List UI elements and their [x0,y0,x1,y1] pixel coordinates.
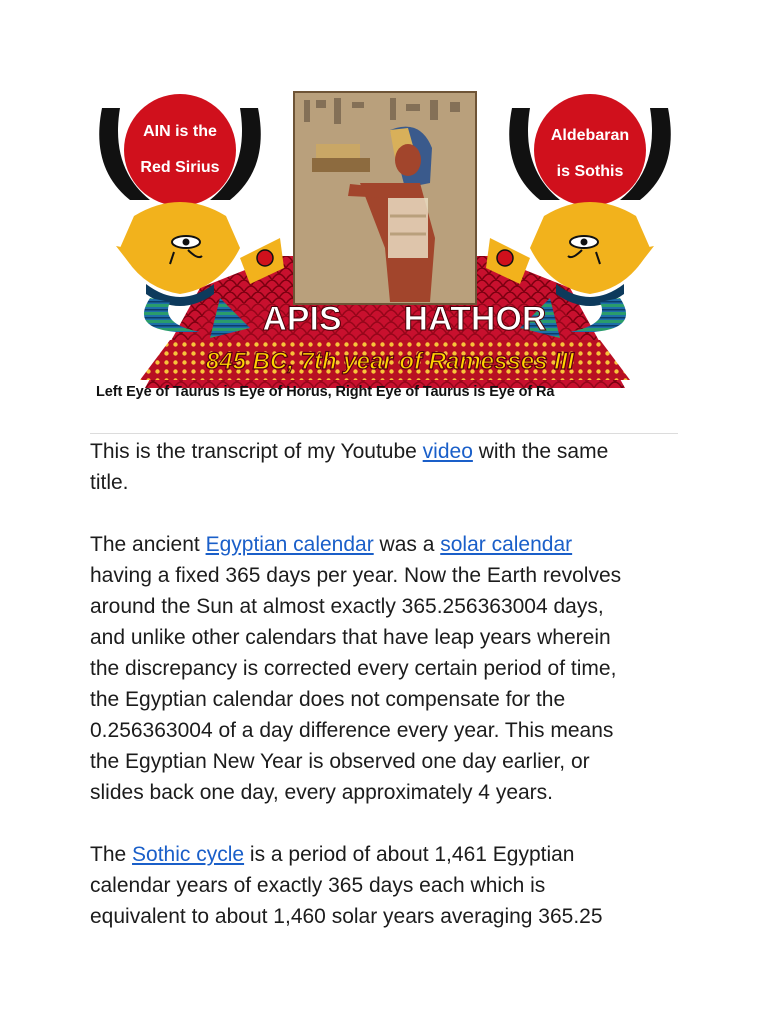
paragraph-line: 0.256363004 of a day difference every year. This means [90,719,614,742]
right-bubble-line2: is Sothis [556,163,624,180]
left-bubble-line1: AIN is the [143,123,217,140]
banner-caption: Left Eye of Taurus is Eye of Horus, Right Eye of Taurus is Eye of Ra [96,384,555,400]
sothic-cycle-link[interactable]: Sothic cycle [132,843,245,866]
apis-title: APIS [262,300,342,338]
ramesses-relief-image [294,92,476,304]
left-bubble-line2: Red Sirius [140,159,220,176]
paragraph-line: the Egyptian calendar does not compensate for the [90,688,566,711]
paragraph-line: slides back one day, every approximately 4 years. [90,781,554,804]
paragraph-line: the Egyptian New Year is observed one day earlier, or [90,750,590,773]
paragraph-egyptian-calendar [90,529,680,808]
solar-calendar-link[interactable]: solar calendar [440,533,573,556]
banner-subtitle: 845 BC, 7th year of Ramesses III [205,348,575,375]
text-run: is a period of about 1,461 Egyptian [244,843,575,866]
paragraph-intro [90,436,680,498]
paragraph-line [90,529,680,560]
video-link[interactable]: video [422,440,473,463]
right-bubble-line1: Aldebaran [550,127,630,144]
text-run: This is the transcript of my Youtube [90,440,423,463]
paragraph-line: and unlike other calendars that have leap years wherein [90,626,611,649]
paragraph-line: the discrepancy is corrected every certain period of time, [90,657,617,680]
paragraph-line [90,436,680,467]
paragraph-line: having a fixed 365 days per year. Now the Earth revolves [90,564,622,587]
paragraph-line: title. [90,471,129,494]
text-run: The ancient [90,533,206,556]
apis-hathor-banner-image [90,88,680,410]
text-run: with the same [472,440,609,463]
article-body [90,436,680,963]
paragraph-line [90,839,680,870]
text-run: was a [373,533,441,556]
hathor-title: HATHOR [403,300,547,338]
section-divider [90,433,678,434]
paragraph-sothic-cycle [90,839,680,932]
paragraph-line: calendar years of exactly 365 days each which is [90,874,546,897]
paragraph-line: around the Sun at almost exactly 365.256363004 days, [90,595,604,618]
egyptian-calendar-link[interactable]: Egyptian calendar [205,533,374,556]
text-run: The [90,843,133,866]
paragraph-line: equivalent to about 1,460 solar years averaging 365.25 [90,905,603,928]
